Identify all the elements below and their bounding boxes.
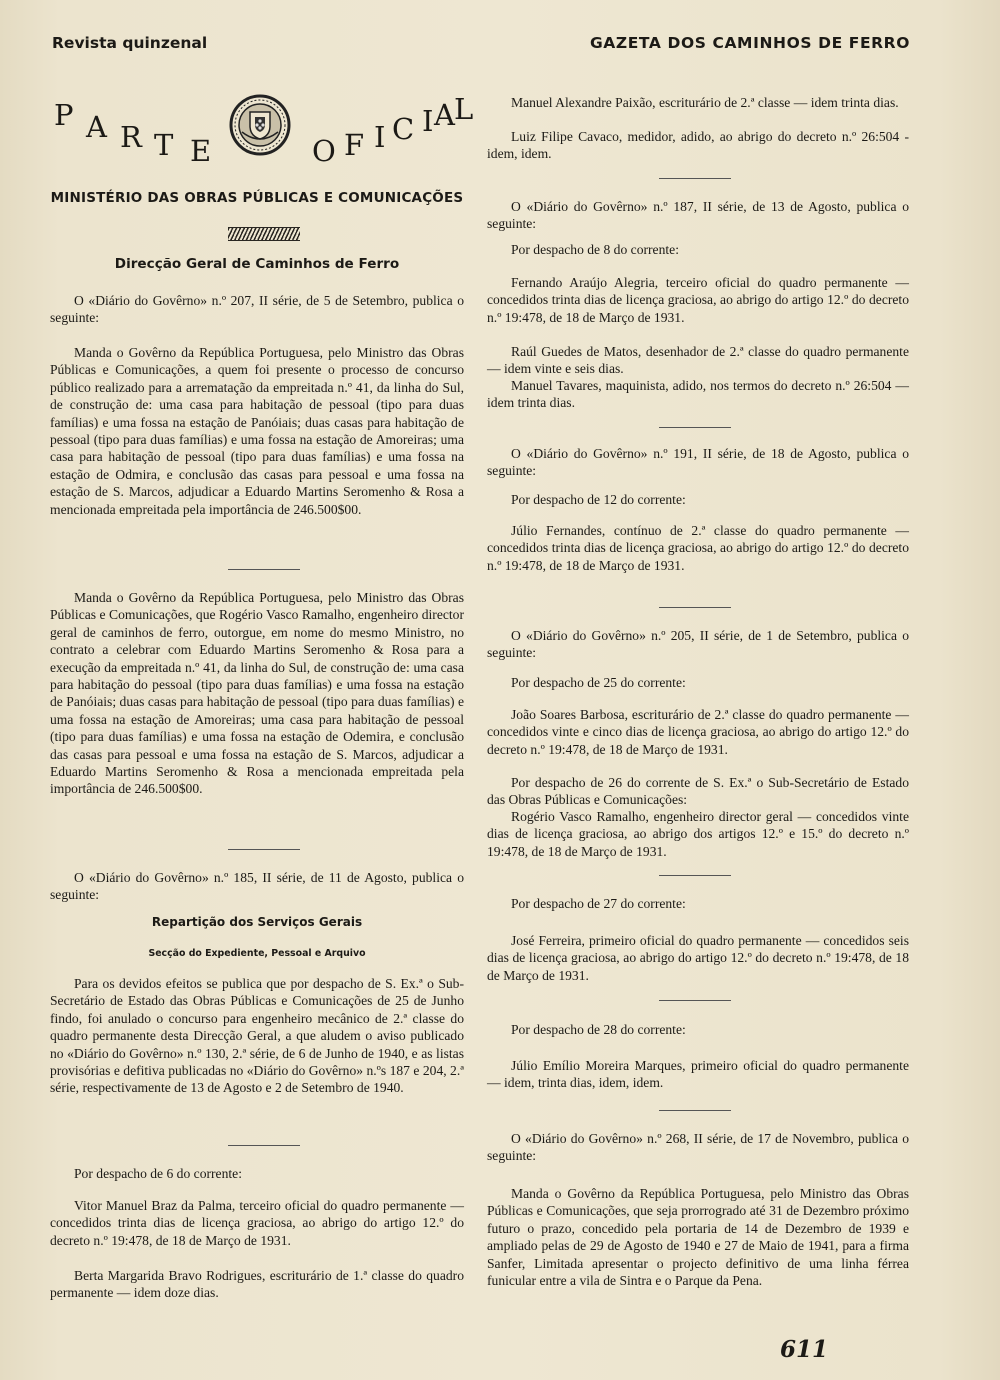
- subheading: Repartição dos Serviços Gerais: [151, 915, 363, 929]
- title-letter: A: [434, 98, 455, 132]
- paragraph: Rogério Vasco Ramalho, engenheiro director geral — concedidos vinte dias de licença graciosa, ao abrigo dos artigos 12.º e 15.º do decreto n.º 19:478, de 18 de Março de 1931.: [487, 809, 909, 859]
- header-right: GAZETA DOS CAMINHOS DE FERRO: [589, 34, 910, 52]
- direccao-heading: Direcção Geral de Caminhos de Ferro: [114, 256, 400, 272]
- paragraph: Fernando Araújo Alegria, terceiro oficial do quadro permanente — concedidos trinta dias de licença graciosa, ao abrigo do artigo 12.º do decreto n.º 19:478, de 18 de Março de 1931.: [487, 275, 909, 325]
- title-letter: I: [422, 104, 434, 138]
- title-letter: F: [344, 128, 365, 162]
- divider: [228, 1145, 300, 1146]
- paragraph: Luiz Filipe Cavaco, medidor, adido, ao abrigo do decreto n.º 26:504 - idem, idem.: [487, 129, 909, 162]
- paragraph: Por despacho de 26 do corrente de S. Ex.ª o Sub-Secretário de Estado das Obras Públicas e Comunicações:: [487, 775, 909, 808]
- divider: [659, 1110, 731, 1111]
- paragraph: Manda o Govêrno da República Portuguesa, pelo Ministro das Obras Públicas e Comunicações, que Rogério Vasco Ramalho, engenheiro director geral de caminhos de ferro, outorgue, em nome do mesmo Ministro, no contrato a celebrar com Eduardo Martins Seromenho & Rosa para a execução da empreitada n.º 41, da linha do Sul, de construção de: uma casa para habitação do pessoal (tipo para duas famílias) e uma fossa na estação de Panóiais; duas casas para habitação de pessoal (tipo para duas famílias) e uma fossa na estação de Amoreiras; uma casa para habitação de pessoal (tipo para duas famílias) e uma fossa na estação de Odemira, e conclusão das casas para pessoal e uma fossa na estação de S. Marcos, adjudicar a Eduardo Martins Seromenho & Rosa a mencionada empreitada pela importância de 246.500$00.: [50, 590, 464, 797]
- title-letter: T: [154, 128, 174, 162]
- title-letter: R: [120, 120, 142, 154]
- paragraph: Para os devidos efeitos se publica que por despacho de S. Ex.ª o Sub-Secretário de Estado das Obras Públicas e Comunicações de 25 de Junho findo, foi anulado o concurso para engenheiro mecânico de 2.ª classe do quadro permanente desta Direcção Geral, a que aludem o aviso publicado no «Diário do Govêrno» n.º 130, 2.ª série, de 6 de Junho de 1940, e as listas provisórias e defitiva publicadas no «Diário do Govêrno» n.ºs 187 e 204, 2.ª série, respectivamente de 13 de Agosto e 2 de Setembro de 1940.: [50, 976, 464, 1096]
- paragraph: Por despacho de 12 do corrente:: [511, 492, 686, 507]
- ministry-heading: MINISTÉRIO DAS OBRAS PÚBLICAS E COMUNICAÇÕES: [50, 190, 464, 206]
- title-letter: A: [86, 110, 107, 144]
- paragraph: Por despacho de 8 do corrente:: [511, 242, 679, 257]
- title-letter: O: [312, 134, 336, 168]
- divider: [228, 569, 300, 570]
- paragraph: Manuel Alexandre Paixão, escriturário de 2.ª classe — idem trinta dias.: [511, 95, 899, 110]
- title-letter: I: [374, 120, 386, 154]
- divider: [659, 875, 731, 876]
- paragraph: Por despacho de 27 do corrente:: [511, 896, 686, 911]
- paragraph: O «Diário do Govêrno» n.º 187, II série, de 13 de Agosto, publica o seguinte:: [487, 199, 909, 232]
- parte-oficial-title: [50, 92, 474, 168]
- divider: [659, 427, 731, 428]
- paragraph: Por despacho de 28 do corrente:: [511, 1022, 686, 1037]
- title-letter: L: [454, 92, 474, 126]
- paragraph: Por despacho de 25 do corrente:: [511, 675, 686, 690]
- paragraph: O «Diário do Govêrno» n.º 268, II série, de 17 de Novembro, publica o seguinte:: [487, 1131, 909, 1164]
- paragraph: Raúl Guedes de Matos, desenhador de 2.ª classe do quadro permanente — idem vinte e seis dias.: [487, 344, 909, 377]
- paragraph: João Soares Barbosa, escriturário de 2.ª classe do quadro permanente — concedidos vinte e cinco dias de licença graciosa, ao abrigo do artigo 12.º do decreto n.º 19:478, de 18 de Março de 1931.: [487, 707, 909, 757]
- header-left: Revista quinzenal: [52, 34, 208, 52]
- divider: [659, 178, 731, 179]
- paragraph: Por despacho de 6 do corrente:: [74, 1166, 242, 1181]
- paragraph: Manda o Govêrno da República Portuguesa, pelo Ministro das Obras Públicas e Comunicações, a quem foi presente o processo de concurso público realizado para a arrematação da empreitada n.º 41, da linha do Sul, de construção de: uma casa para habitação de pessoal (tipo para duas famílias) e uma fossa na estação de Panóiais; duas casas para habitação de pessoal (tipo para duas famílias) e uma fossa na estação de Amoreiras; uma casa para habitação de pessoal (tipo para duas famílias) e uma fossa na estação de Odmira, e conclusão das casas para pessoal e uma fossa na estação de S. Marcos, adjudicar a Eduardo Martins Seromenho & Rosa a mencionada empreitada pela importância de 246.500$00.: [50, 345, 464, 517]
- paragraph: O «Diário do Govêrno» n.º 207, II série, de 5 de Setembro, publica o seguinte:: [50, 293, 464, 326]
- divider: [228, 849, 300, 850]
- title-letter: P: [54, 98, 74, 132]
- divider: [659, 1000, 731, 1001]
- paragraph: Manda o Govêrno da República Portuguesa, pelo Ministro das Obras Públicas e Comunicações, que seja prorrogrado até 31 de Dezembro próximo futuro o prazo, concedido pela portaria de 14 de Dezembro de 1939 e ampliado pelas de 29 de Agosto de 1940 e 27 de Maio de 1941, para a firma Sanfer, Limitada apresentar o projecto definitivo de uma linha férrea funicular entre a vila de Sintra e o Parque da Pena.: [487, 1186, 909, 1289]
- paragraph: Júlio Fernandes, contínuo de 2.ª classe do quadro permanente — concedidos trinta dias de licença graciosa, ao abrigo do artigo 12.º do decreto n.º 19:478, de 18 de Março de 1931.: [487, 523, 909, 573]
- paragraph: O «Diário do Govêrno» n.º 205, II série, de 1 de Setembro, publica o seguinte:: [487, 628, 909, 661]
- subheading: Secção do Expediente, Pessoal e Arquivo: [148, 948, 366, 959]
- paragraph: Berta Margarida Bravo Rodrigues, escriturário de 1.ª classe do quadro permanente — idem doze dias.: [50, 1268, 464, 1301]
- paragraph: O «Diário do Govêrno» n.º 185, II série, de 11 de Agosto, publica o seguinte:: [50, 870, 464, 903]
- hatched-divider: [228, 227, 300, 241]
- page-number: 611: [780, 1336, 829, 1363]
- paragraph: Júlio Emílio Moreira Marques, primeiro oficial do quadro permanente — idem, trinta dias, idem, idem.: [487, 1058, 909, 1091]
- paragraph: O «Diário do Govêrno» n.º 191, II série, de 18 de Agosto, publica o seguinte:: [487, 446, 909, 479]
- paragraph: Vitor Manuel Braz da Palma, terceiro oficial do quadro permanente — concedidos trinta dias de licença graciosa, ao abrigo do artigo 12.º do decreto n.º 19:478, de 18 de Março de 1931.: [50, 1198, 464, 1248]
- divider: [659, 607, 731, 608]
- paragraph: José Ferreira, primeiro oficial do quadro permanente — concedidos seis dias de licença graciosa, ao abrigo do artigo 12.º do decreto n.º 19:478, de 18 de Março de 1931.: [487, 933, 909, 983]
- title-letter: E: [190, 134, 212, 168]
- title-letter: C: [392, 112, 415, 146]
- paragraph: Manuel Tavares, maquinista, adido, nos termos do decreto n.º 26:504 — idem trinta dias.: [487, 378, 909, 411]
- coat-of-arms-emblem: [228, 92, 292, 158]
